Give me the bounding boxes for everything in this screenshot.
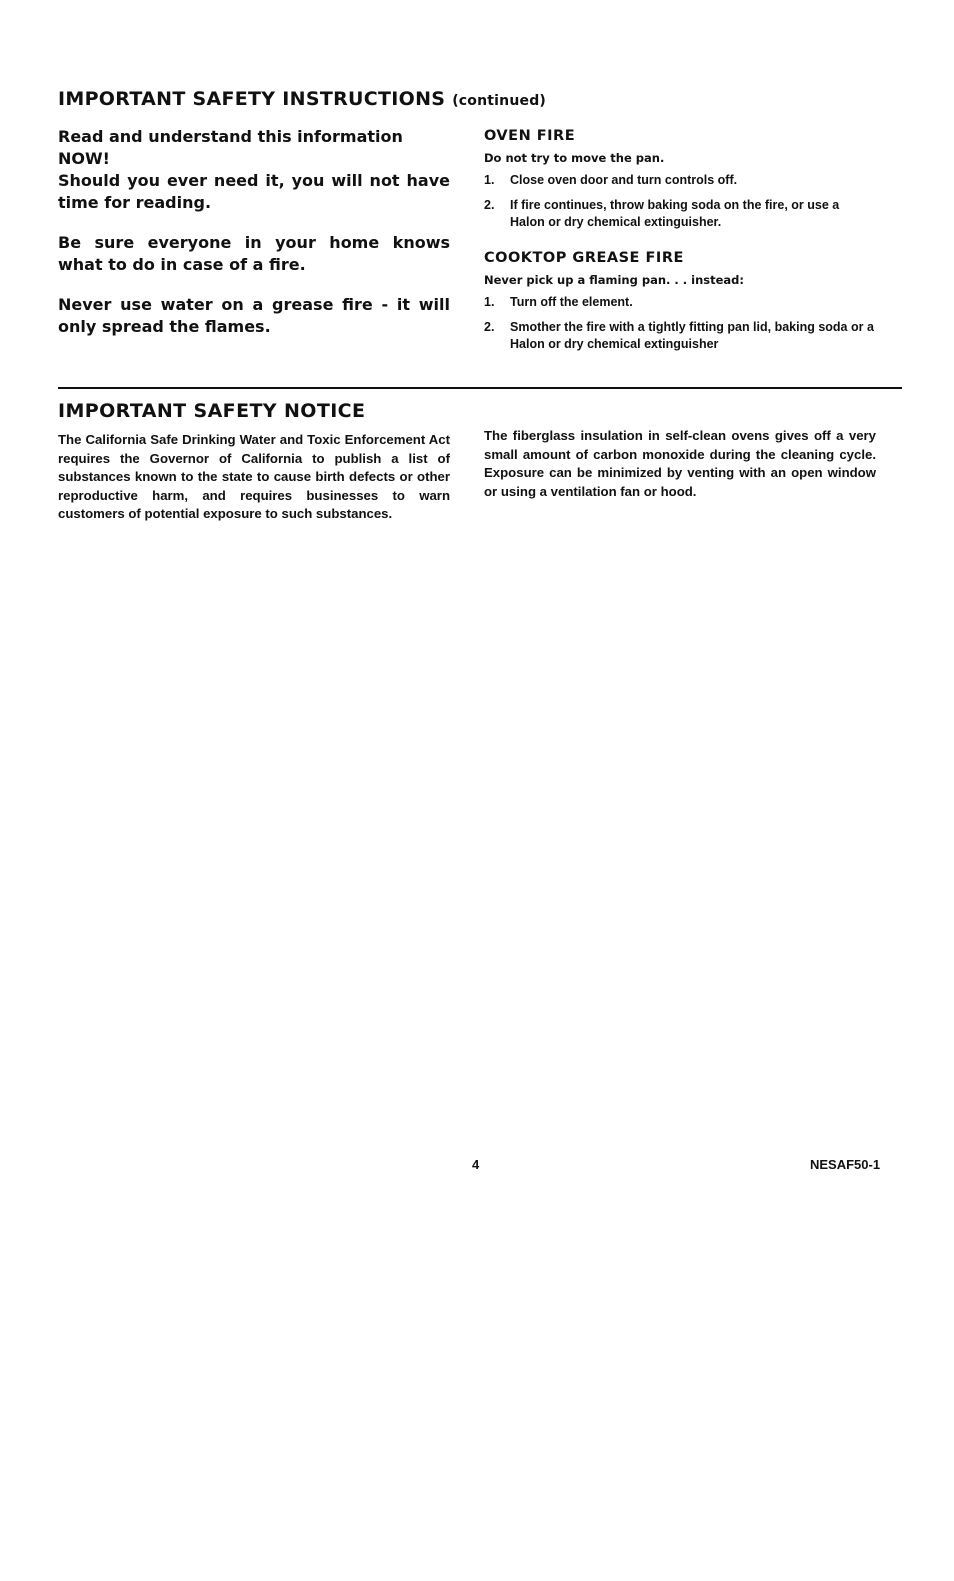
cooktop-fire-steps: [484, 294, 876, 353]
oven-fire-lead: Do not try to move the pan.: [484, 151, 665, 165]
step-text: If fire continues, throw baking soda on the fire, or use a Halon or dry chemical extinguisher.: [510, 198, 840, 229]
page-title-text: IMPORTANT SAFETY INSTRUCTIONS: [58, 88, 446, 110]
warning-no-water: Never use water on a grease fire - it will only spread the flames.: [58, 295, 450, 336]
warning-no-time: Should you ever need it, you will not have time for reading.: [58, 171, 450, 212]
page-title-suffix: (continued): [452, 93, 547, 109]
step-number: 2.: [484, 198, 495, 212]
oven-fire-section: [484, 128, 876, 231]
step-text: Turn off the element.: [510, 295, 633, 309]
warning-block: [58, 126, 450, 338]
page-title: [58, 88, 546, 110]
list-item: [484, 197, 876, 231]
list-item: [484, 294, 876, 311]
list-item: [484, 319, 876, 353]
step-number: 1.: [484, 173, 495, 187]
safety-notice-left-text: The California Safe Drinking Water and Toxic Enforcement Act requires the Governor of California to publish a list of substances known to the state to cause birth defects or other reproductive harm, and requires businesses to warn customers of potential exposure to such substances.: [58, 432, 450, 521]
cooktop-fire-section: [484, 250, 876, 353]
warning-everyone-knows: Be sure everyone in your home knows what to do in case of a fire.: [58, 233, 450, 274]
safety-notice-right-text: The fiberglass insulation in self-clean ovens gives off a very small amount of carbon monoxide during the cleaning cycle. Exposure can be minimized by venting with an open window or using a ventilation fan or hood.: [484, 428, 876, 499]
doc-code: NESAF50-1: [810, 1157, 881, 1172]
warning-read-now: Read and understand this information NOW!: [58, 127, 403, 168]
oven-fire-heading: OVEN FIRE: [484, 128, 576, 144]
page-number: 4: [472, 1157, 480, 1172]
list-item: [484, 172, 876, 189]
cooktop-fire-heading: COOKTOP GREASE FIRE: [484, 250, 684, 266]
step-number: 1.: [484, 295, 495, 309]
step-text: Close oven door and turn controls off.: [510, 173, 738, 187]
section-divider: [58, 387, 902, 389]
cooktop-fire-lead: Never pick up a flaming pan. . . instead:: [484, 273, 745, 287]
oven-fire-steps: [484, 172, 876, 231]
safety-notice-title: IMPORTANT SAFETY NOTICE: [58, 400, 366, 422]
step-number: 2.: [484, 320, 495, 334]
step-text: Smother the fire with a tightly fitting pan lid, baking soda or a Halon or dry chemical extinguisher: [510, 320, 874, 351]
